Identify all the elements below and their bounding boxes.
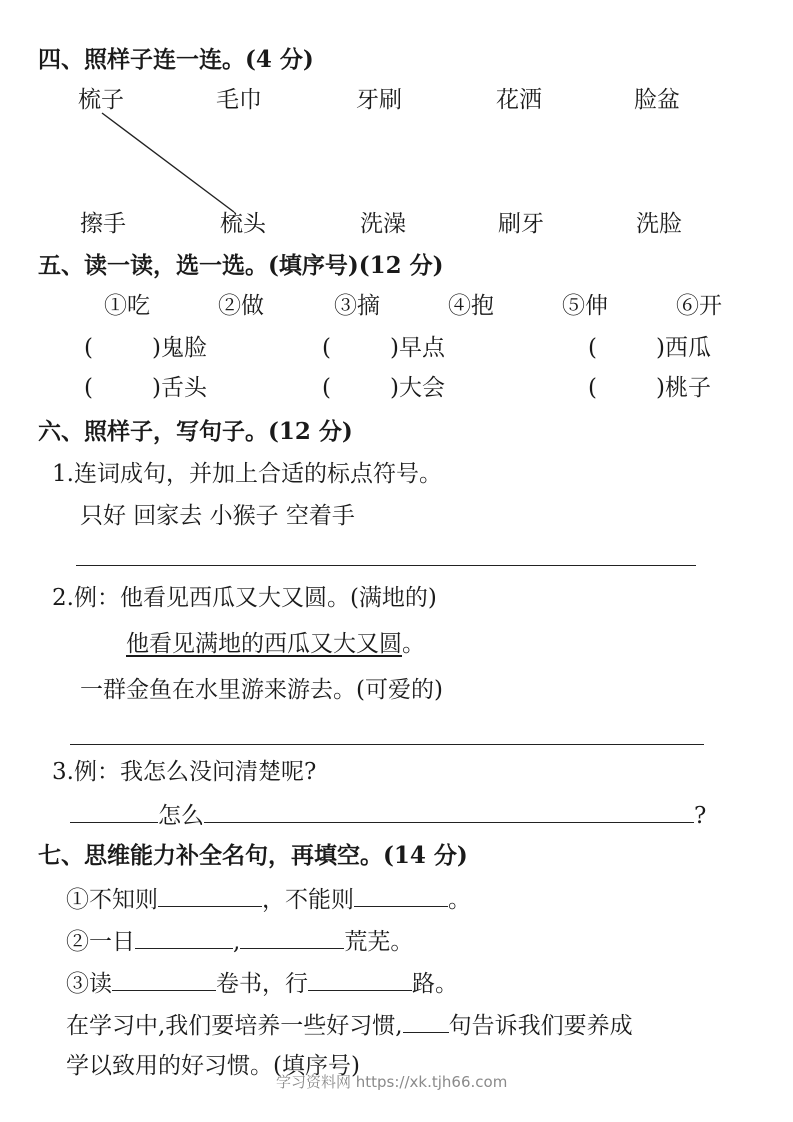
fill-row-2-item-1[interactable]: ( )舌头	[84, 375, 207, 401]
bottom-word-2: 梳头	[220, 211, 266, 237]
bottom-word-4: 刷牙	[498, 211, 544, 237]
top-word-2: 毛巾	[216, 87, 262, 113]
saying-3-blank-1[interactable]	[112, 968, 216, 991]
fill-row-1-item-1[interactable]: ( )鬼脸	[84, 335, 207, 361]
watermark: 学习资料网 https://xk.tjh66.com	[276, 1073, 508, 1091]
saying-2: ②一日 , 荒芜。	[66, 926, 413, 956]
top-word-3: 牙刷	[356, 87, 402, 113]
section-7-heading: 七、思维能力补全名句，再填空。(14 分)	[38, 842, 468, 869]
habit-question-line-2: 学以致用的好习惯。(填序号)	[66, 1053, 360, 1079]
question-3-blank-2[interactable]	[204, 800, 694, 823]
fill-row-1-item-2[interactable]: ( )早点	[322, 335, 445, 361]
top-word-5: 脸盆	[634, 87, 680, 113]
section-6-heading: 六、照样子，写句子。(12 分)	[38, 418, 353, 445]
question-3-blank-1[interactable]	[70, 800, 158, 823]
saying-1: ①不知则 ，不能则 。	[66, 884, 471, 914]
option-3: ③摘	[334, 293, 380, 319]
bottom-word-3: 洗澡	[360, 211, 406, 237]
bottom-word-5: 洗脸	[636, 211, 682, 237]
saying-3-blank-2[interactable]	[308, 968, 412, 991]
question-1-words: 只好 回家去 小猴子 空着手	[80, 503, 355, 529]
option-6: ⑥开	[676, 293, 722, 319]
question-3-fill-row: 怎么 ?	[70, 800, 706, 830]
fill-row-2-item-3[interactable]: ( )桃子	[588, 375, 711, 401]
question-3-example: 3.例：我怎么没问清楚呢?	[52, 759, 317, 785]
answer-line-1[interactable]	[76, 565, 696, 566]
saying-1-blank-1[interactable]	[158, 884, 262, 907]
option-2: ②做	[218, 293, 264, 319]
saying-2-blank-2[interactable]	[240, 926, 344, 949]
option-1: ①吃	[104, 293, 150, 319]
saying-2-blank-1[interactable]	[135, 926, 233, 949]
question-2-example: 2.例：他看见西瓜又大又圆。(满地的)	[52, 585, 437, 611]
saying-1-blank-2[interactable]	[354, 884, 448, 907]
fill-row-1-item-3[interactable]: ( )西瓜	[588, 335, 711, 361]
saying-3: ③读 卷书，行 路。	[66, 968, 458, 998]
habit-question-line-1: 在学习中,我们要培养一些好习惯, 句告诉我们要养成	[66, 1010, 633, 1040]
top-word-4: 花洒	[496, 87, 542, 113]
bottom-word-1: 擦手	[80, 211, 126, 237]
top-word-1: 梳子	[78, 87, 124, 113]
option-5: ⑤伸	[562, 293, 608, 319]
section-4-heading: 四、照样子连一连。(4 分)	[38, 46, 314, 73]
option-4: ④抱	[448, 293, 494, 319]
question-2-example-answer: 他看见满地的西瓜又大又圆。	[126, 631, 425, 657]
fill-row-2-item-2[interactable]: ( )大会	[322, 375, 445, 401]
habit-question-blank[interactable]	[403, 1010, 449, 1033]
question-1-prompt: 1.连词成句，并加上合适的标点符号。	[52, 461, 442, 487]
question-2-task: 一群金鱼在水里游来游去。(可爱的)	[80, 677, 443, 703]
section-5-heading: 五、读一读，选一选。(填序号)(12 分)	[38, 252, 444, 279]
answer-line-2[interactable]	[70, 744, 704, 745]
